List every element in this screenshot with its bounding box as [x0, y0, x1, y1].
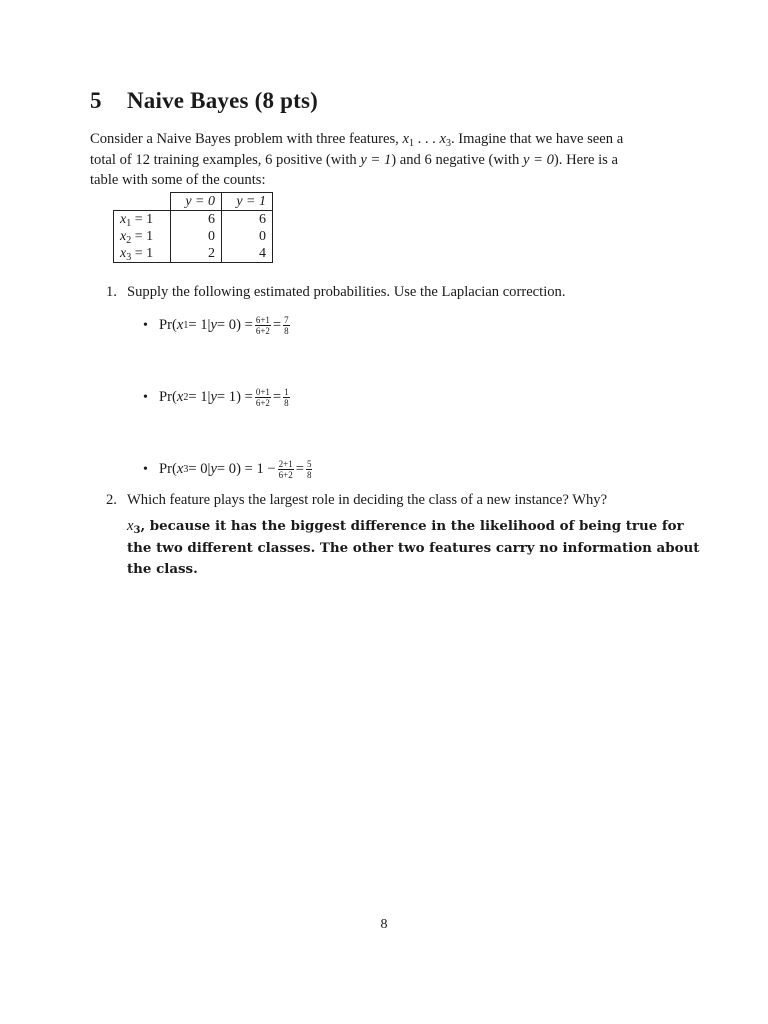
math-var: x: [176, 389, 184, 405]
math-text: = 1) =: [216, 389, 253, 405]
math-var: x: [439, 131, 446, 147]
probability-item: • Pr( x 2 = 1| y = 1) = $\frac{0+1}{6+2}$ = $\frac{1}{8}$: [143, 387, 289, 408]
math-sub: 1: [126, 218, 132, 229]
counts-table: [113, 192, 273, 263]
fraction: [306, 459, 313, 480]
intro-line-2: [90, 150, 690, 171]
header-y1: y = 1: [236, 194, 266, 209]
math-text: =: [272, 389, 282, 405]
probability-item: • Pr( x 3 = 0| y = 0) = 1 − $\frac{2+1}{6+2}$ = $\frac{5}{8}$: [143, 459, 312, 480]
fraction-numerator: 0+1: [255, 387, 270, 397]
question-2: [106, 492, 607, 509]
row-label-rest: = 1: [131, 246, 154, 261]
intro-text: . Imagine that we have seen a: [450, 131, 624, 147]
math-sub: 3: [445, 138, 451, 149]
math-text: = 0) =: [216, 317, 253, 333]
probability-item: • Pr( x 1 = 1| y = 0) = $\frac{6+1}{6+2}$ = $\frac{7}{8}$: [143, 315, 289, 336]
table-cell: 6: [222, 211, 273, 229]
row-label: [114, 245, 171, 263]
table-cell: 4: [222, 245, 273, 263]
math-var: x: [120, 229, 127, 244]
row-label-rest: = 1: [131, 212, 154, 227]
question-1: [106, 284, 566, 301]
answer-line: the class.: [127, 561, 198, 577]
math-var: y: [210, 389, 217, 405]
fraction: [278, 459, 294, 480]
math-text: = 0|: [188, 461, 211, 477]
fraction: [283, 315, 290, 336]
fraction-denominator: 6+2: [255, 398, 270, 408]
section-number: 5: [90, 88, 102, 113]
table-row: [114, 228, 273, 245]
table-header-cell: [114, 193, 171, 211]
table-cell: 6: [171, 211, 222, 229]
intro-line-1: [90, 129, 690, 150]
math-var: x: [120, 246, 127, 261]
question-text: Supply the following estimated probabilities. Use the Laplacian correction.: [127, 284, 566, 300]
intro-text: ) and 6 negative (with: [391, 151, 523, 168]
question-number: 2.: [106, 492, 117, 508]
intro-text: Consider a Naive Bayes problem with three features,: [90, 131, 403, 147]
question-number: 1.: [106, 284, 117, 300]
intro-line-3: table with some of the counts:: [90, 172, 266, 188]
fraction: [283, 387, 290, 408]
fraction-numerator: 6+1: [255, 315, 270, 325]
page-number: 8: [380, 917, 388, 932]
intro-text: total of 12 training examples, 6 positive (with: [90, 151, 361, 168]
table-cell: 2: [171, 245, 222, 263]
math-expr: y = 1: [360, 151, 392, 168]
answer-block: [127, 516, 700, 581]
question-text: Which feature plays the largest role in deciding the class of a new instance? Why?: [127, 492, 608, 508]
math-var: y: [210, 317, 217, 333]
table-cell: 0: [171, 228, 222, 245]
fraction: [255, 387, 271, 408]
math-text: =: [295, 461, 304, 477]
intro-paragraph: [90, 129, 690, 191]
table-header-cell: [171, 193, 222, 211]
bullet-dot: •: [143, 317, 148, 333]
math-text: =: [272, 317, 282, 333]
table-row: [114, 245, 273, 263]
header-y0: y = 0: [185, 194, 215, 209]
table-cell: 0: [222, 228, 273, 245]
fraction-denominator: 8: [306, 470, 312, 480]
table-header-cell: [222, 193, 273, 211]
row-label: [114, 211, 171, 229]
fraction-numerator: 1: [284, 387, 289, 397]
math-text: = 0) = 1 −: [216, 461, 276, 477]
table-header-row: [114, 193, 273, 211]
fraction-denominator: 8: [284, 398, 289, 408]
math-sub: 3: [133, 525, 141, 536]
fraction-numerator: 7: [284, 315, 289, 325]
answer-text: , because it has the biggest difference in the likelihood of being true for: [140, 518, 684, 534]
table-row: [114, 211, 273, 229]
row-label: [114, 228, 171, 245]
math-sub: 3: [126, 252, 132, 263]
math-sub: 1: [408, 138, 414, 149]
math-ellipsis: . . .: [413, 131, 440, 147]
answer-line: the two different classes. The other two features carry no information about: [127, 539, 700, 556]
section-title-text: Naive Bayes (8 pts): [127, 88, 318, 113]
math-var: x: [127, 518, 134, 534]
fraction-numerator: 5: [306, 459, 312, 469]
fraction-denominator: 8: [284, 326, 289, 336]
math-text: = 1|: [188, 389, 211, 405]
math-text: = 1|: [188, 317, 211, 333]
math-var: x: [176, 317, 184, 333]
math-text: Pr(: [159, 389, 177, 405]
math-expr: y = 0: [522, 151, 554, 168]
math-var: y: [210, 461, 217, 477]
fraction-numerator: 2+1: [278, 459, 293, 469]
bullet-dot: •: [143, 389, 148, 405]
math-text: Pr(: [159, 461, 177, 477]
answer-line: [127, 516, 687, 538]
math-text: Pr(: [159, 317, 177, 333]
row-label-rest: = 1: [131, 229, 154, 244]
fraction: [255, 315, 271, 336]
intro-text: ). Here is a: [553, 151, 618, 168]
bullet-dot: •: [143, 461, 148, 477]
math-var: x: [176, 461, 184, 477]
fraction-denominator: 6+2: [255, 326, 270, 336]
math-var: x: [402, 131, 409, 147]
section-heading: [90, 88, 318, 114]
math-sub: 2: [126, 235, 132, 246]
fraction-denominator: 6+2: [278, 470, 293, 480]
math-var: x: [120, 212, 127, 227]
